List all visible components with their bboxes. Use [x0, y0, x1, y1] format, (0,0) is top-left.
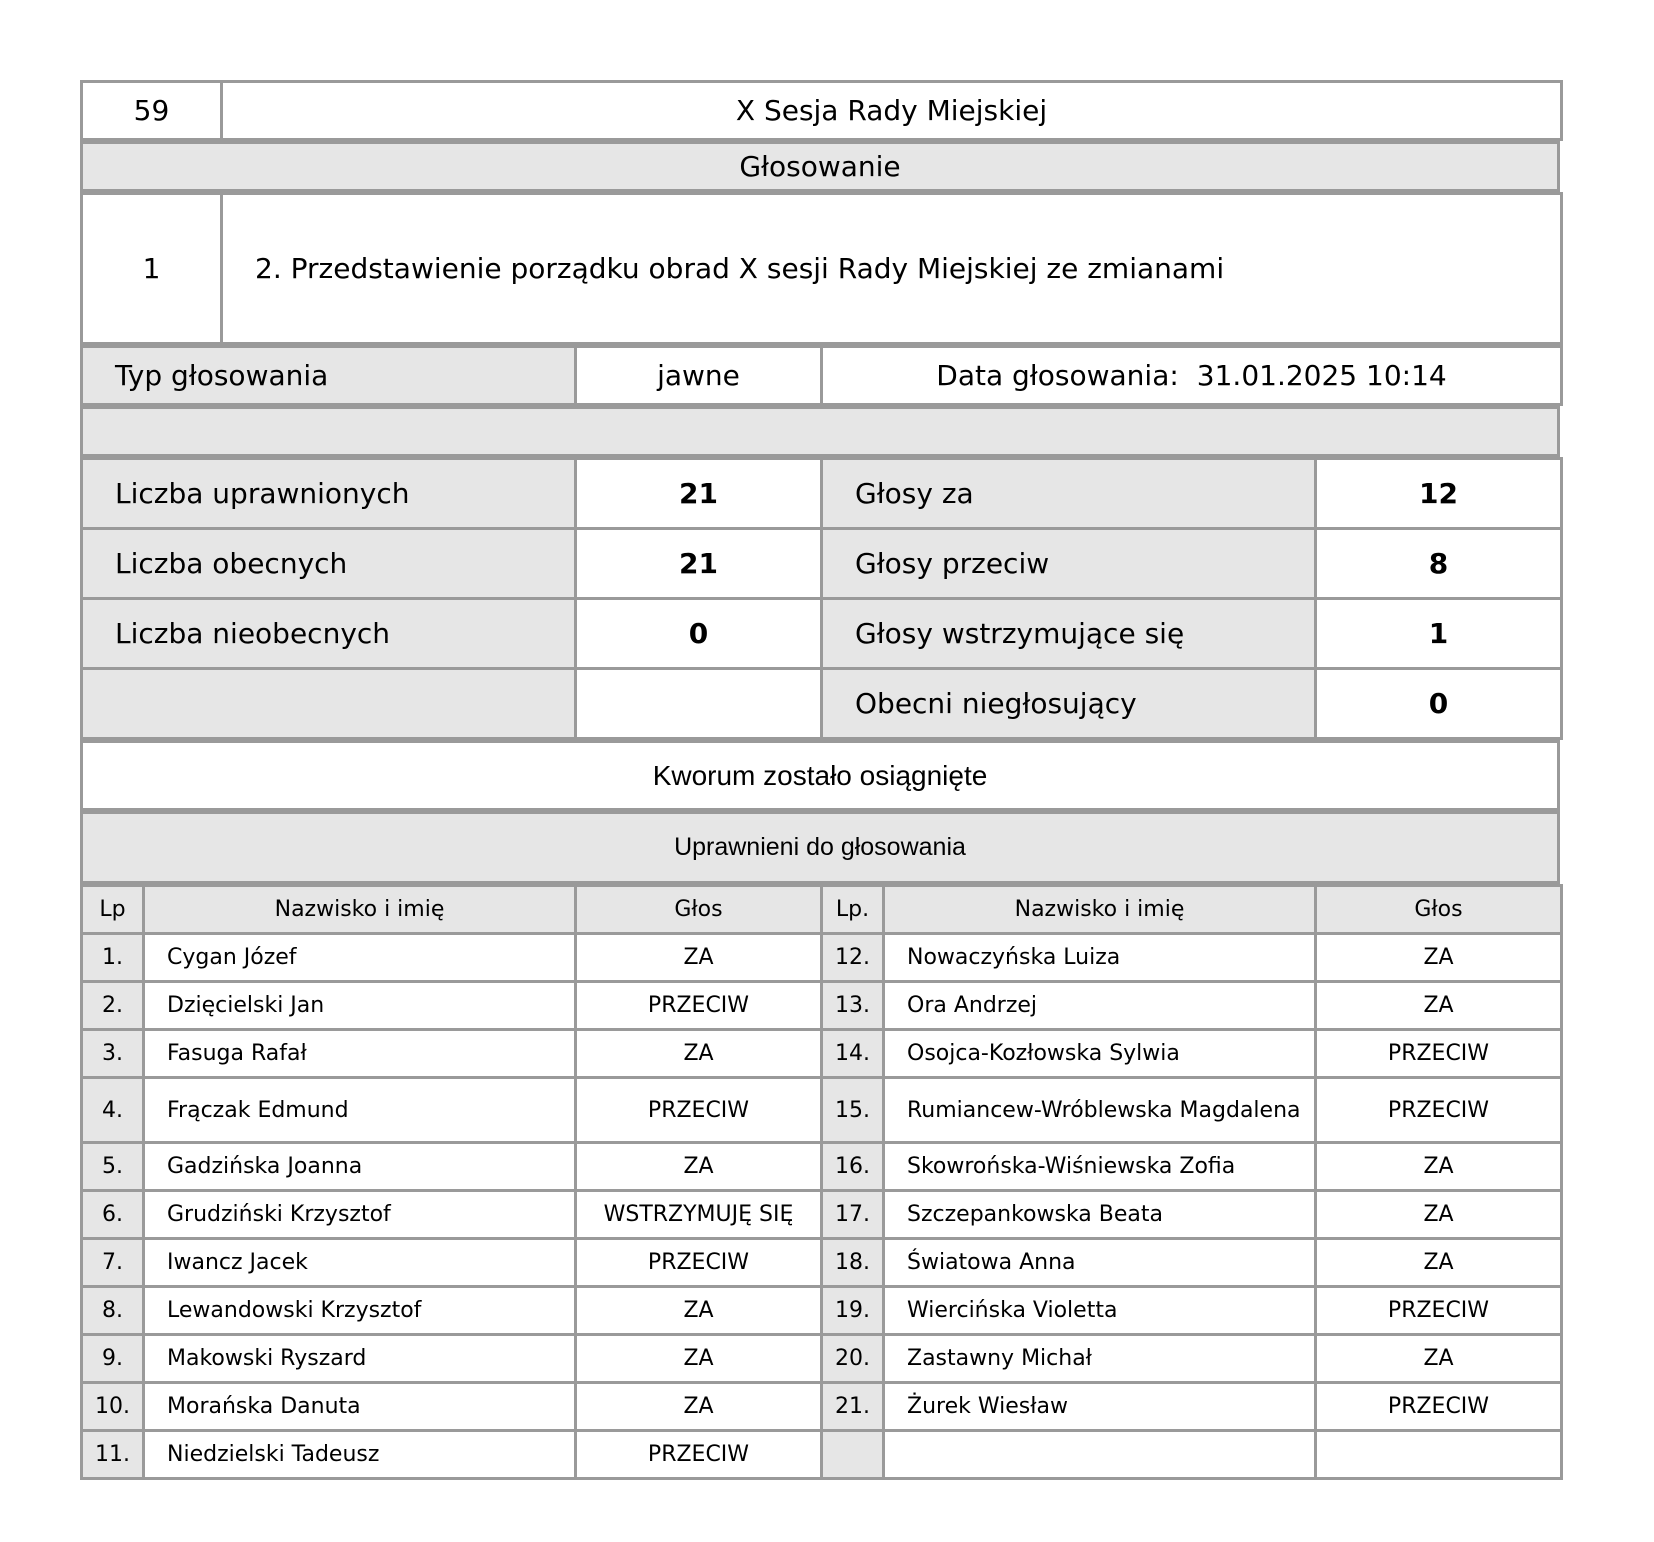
stat-value: 0 — [1316, 669, 1562, 739]
voter-lp: 11. — [82, 1431, 144, 1479]
table-row — [82, 1078, 1562, 1143]
voter-lp: 4. — [82, 1078, 144, 1143]
stat-empty — [576, 669, 822, 739]
voter-name: Gadzińska Joanna — [144, 1143, 576, 1191]
agenda-item — [80, 192, 1563, 345]
stat-label: Liczba obecnych — [82, 529, 576, 599]
table-row — [82, 1431, 1562, 1479]
spacer-row — [80, 406, 1560, 457]
col-lp: Lp. — [822, 886, 884, 934]
stat-empty — [82, 669, 576, 739]
voter-vote: ZA — [576, 1383, 822, 1431]
voter-vote: ZA — [576, 1143, 822, 1191]
stat-value: 8 — [1316, 529, 1562, 599]
session-header — [80, 80, 1563, 141]
stat-label: Głosy przeciw — [822, 529, 1316, 599]
voter-vote — [1316, 1431, 1562, 1479]
stat-label: Liczba uprawnionych — [82, 459, 576, 529]
voter-lp: 5. — [82, 1143, 144, 1191]
table-row — [82, 1335, 1562, 1383]
voters-table — [80, 884, 1563, 1480]
vote-type-label: Typ głosowania — [82, 347, 576, 405]
voter-vote: ZA — [576, 1030, 822, 1078]
col-vote: Głos — [1316, 886, 1562, 934]
voter-vote: ZA — [1316, 1143, 1562, 1191]
table-row — [82, 1383, 1562, 1431]
voter-lp: 21. — [822, 1383, 884, 1431]
voter-vote: PRZECIW — [576, 1078, 822, 1143]
quorum-status: Kworum zostało osiągnięte — [82, 742, 1559, 810]
voter-lp: 2. — [82, 982, 144, 1030]
voters-section-header — [80, 811, 1560, 884]
voter-lp: 15. — [822, 1078, 884, 1143]
vote-date-value: 31.01.2025 10:14 — [1196, 359, 1447, 392]
voter-lp: 18. — [822, 1239, 884, 1287]
vote-info — [80, 345, 1563, 406]
voter-name: Zastawny Michał — [884, 1335, 1316, 1383]
voter-lp: 10. — [82, 1383, 144, 1431]
voter-name: Morańska Danuta — [144, 1383, 576, 1431]
voter-lp: 17. — [822, 1191, 884, 1239]
table-row — [82, 1143, 1562, 1191]
voter-lp: 7. — [82, 1239, 144, 1287]
voter-vote: ZA — [1316, 1239, 1562, 1287]
voter-name: Wiercińska Violetta — [884, 1287, 1316, 1335]
voter-vote: WSTRZYMUJĘ SIĘ — [576, 1191, 822, 1239]
stat-label: Głosy wstrzymujące się — [822, 599, 1316, 669]
voter-lp: 6. — [82, 1191, 144, 1239]
voter-name: Dzięcielski Jan — [144, 982, 576, 1030]
table-row — [82, 1287, 1562, 1335]
voter-lp: 8. — [82, 1287, 144, 1335]
voter-lp: 9. — [82, 1335, 144, 1383]
col-name: Nazwisko i imię — [884, 886, 1316, 934]
spacer-cell — [82, 408, 1559, 456]
voter-vote: PRZECIW — [1316, 1030, 1562, 1078]
voter-name: Frączak Edmund — [144, 1078, 576, 1143]
voter-vote: ZA — [1316, 1335, 1562, 1383]
voter-vote: ZA — [1316, 1191, 1562, 1239]
voter-name: Szczepankowska Beata — [884, 1191, 1316, 1239]
voters-header-row — [82, 886, 1562, 934]
vote-stats — [80, 457, 1563, 740]
voter-name: Nowaczyńska Luiza — [884, 934, 1316, 982]
table-row — [82, 1030, 1562, 1078]
col-name: Nazwisko i imię — [144, 886, 576, 934]
stat-value: 0 — [576, 599, 822, 669]
voter-vote: ZA — [1316, 982, 1562, 1030]
voter-name: Rumiancew-Wróblewska Magdalena — [884, 1078, 1316, 1143]
stat-value: 21 — [576, 529, 822, 599]
voter-lp: 1. — [82, 934, 144, 982]
voters-title: Uprawnieni do głosowania — [82, 813, 1559, 883]
voter-lp: 16. — [822, 1143, 884, 1191]
voter-vote: PRZECIW — [576, 1239, 822, 1287]
voter-name: Niedzielski Tadeusz — [144, 1431, 576, 1479]
voter-lp: 13. — [822, 982, 884, 1030]
voter-lp: 12. — [822, 934, 884, 982]
table-row — [82, 982, 1562, 1030]
voter-vote: PRZECIW — [576, 1431, 822, 1479]
voter-name: Makowski Ryszard — [144, 1335, 576, 1383]
voter-name — [884, 1431, 1316, 1479]
voter-vote: PRZECIW — [576, 982, 822, 1030]
voter-vote: PRZECIW — [1316, 1383, 1562, 1431]
voter-name: Iwancz Jacek — [144, 1239, 576, 1287]
vote-type-value: jawne — [576, 347, 822, 405]
item-number: 1 — [82, 194, 222, 344]
stat-value: 1 — [1316, 599, 1562, 669]
session-number: 59 — [82, 82, 222, 140]
voter-vote: ZA — [1316, 934, 1562, 982]
voter-name: Fasuga Rafał — [144, 1030, 576, 1078]
col-vote: Głos — [576, 886, 822, 934]
voter-name: Lewandowski Krzysztof — [144, 1287, 576, 1335]
table-row — [82, 1191, 1562, 1239]
col-lp: Lp — [82, 886, 144, 934]
voting-report — [80, 80, 1560, 1480]
stat-label: Głosy za — [822, 459, 1316, 529]
session-title: X Sesja Rady Miejskiej — [222, 82, 1562, 140]
section-title: Głosowanie — [82, 143, 1559, 191]
voter-name: Cygan Józef — [144, 934, 576, 982]
voter-name: Grudziński Krzysztof — [144, 1191, 576, 1239]
table-row — [82, 1239, 1562, 1287]
stat-label: Liczba nieobecnych — [82, 599, 576, 669]
voter-name: Światowa Anna — [884, 1239, 1316, 1287]
quorum-row — [80, 740, 1560, 811]
voter-name: Osojca-Kozłowska Sylwia — [884, 1030, 1316, 1078]
voter-lp: 20. — [822, 1335, 884, 1383]
vote-date-label: Data głosowania: — [936, 359, 1179, 392]
voter-name: Ora Andrzej — [884, 982, 1316, 1030]
voter-vote: PRZECIW — [1316, 1078, 1562, 1143]
section-header — [80, 141, 1560, 192]
voter-vote: ZA — [576, 1287, 822, 1335]
item-title: 2. Przedstawienie porządku obrad X sesji Rady Miejskiej ze zmianami — [222, 194, 1562, 344]
voter-lp: 3. — [82, 1030, 144, 1078]
stat-value: 21 — [576, 459, 822, 529]
voter-lp: 19. — [822, 1287, 884, 1335]
voter-vote: ZA — [576, 1335, 822, 1383]
voter-name: Skowrońska-Wiśniewska Zofia — [884, 1143, 1316, 1191]
vote-date — [822, 347, 1562, 405]
voter-vote: ZA — [576, 934, 822, 982]
stat-value: 12 — [1316, 459, 1562, 529]
voter-name: Żurek Wiesław — [884, 1383, 1316, 1431]
stat-label: Obecni niegłosujący — [822, 669, 1316, 739]
voter-vote: PRZECIW — [1316, 1287, 1562, 1335]
table-row — [82, 934, 1562, 982]
voter-lp — [822, 1431, 884, 1479]
voter-lp: 14. — [822, 1030, 884, 1078]
